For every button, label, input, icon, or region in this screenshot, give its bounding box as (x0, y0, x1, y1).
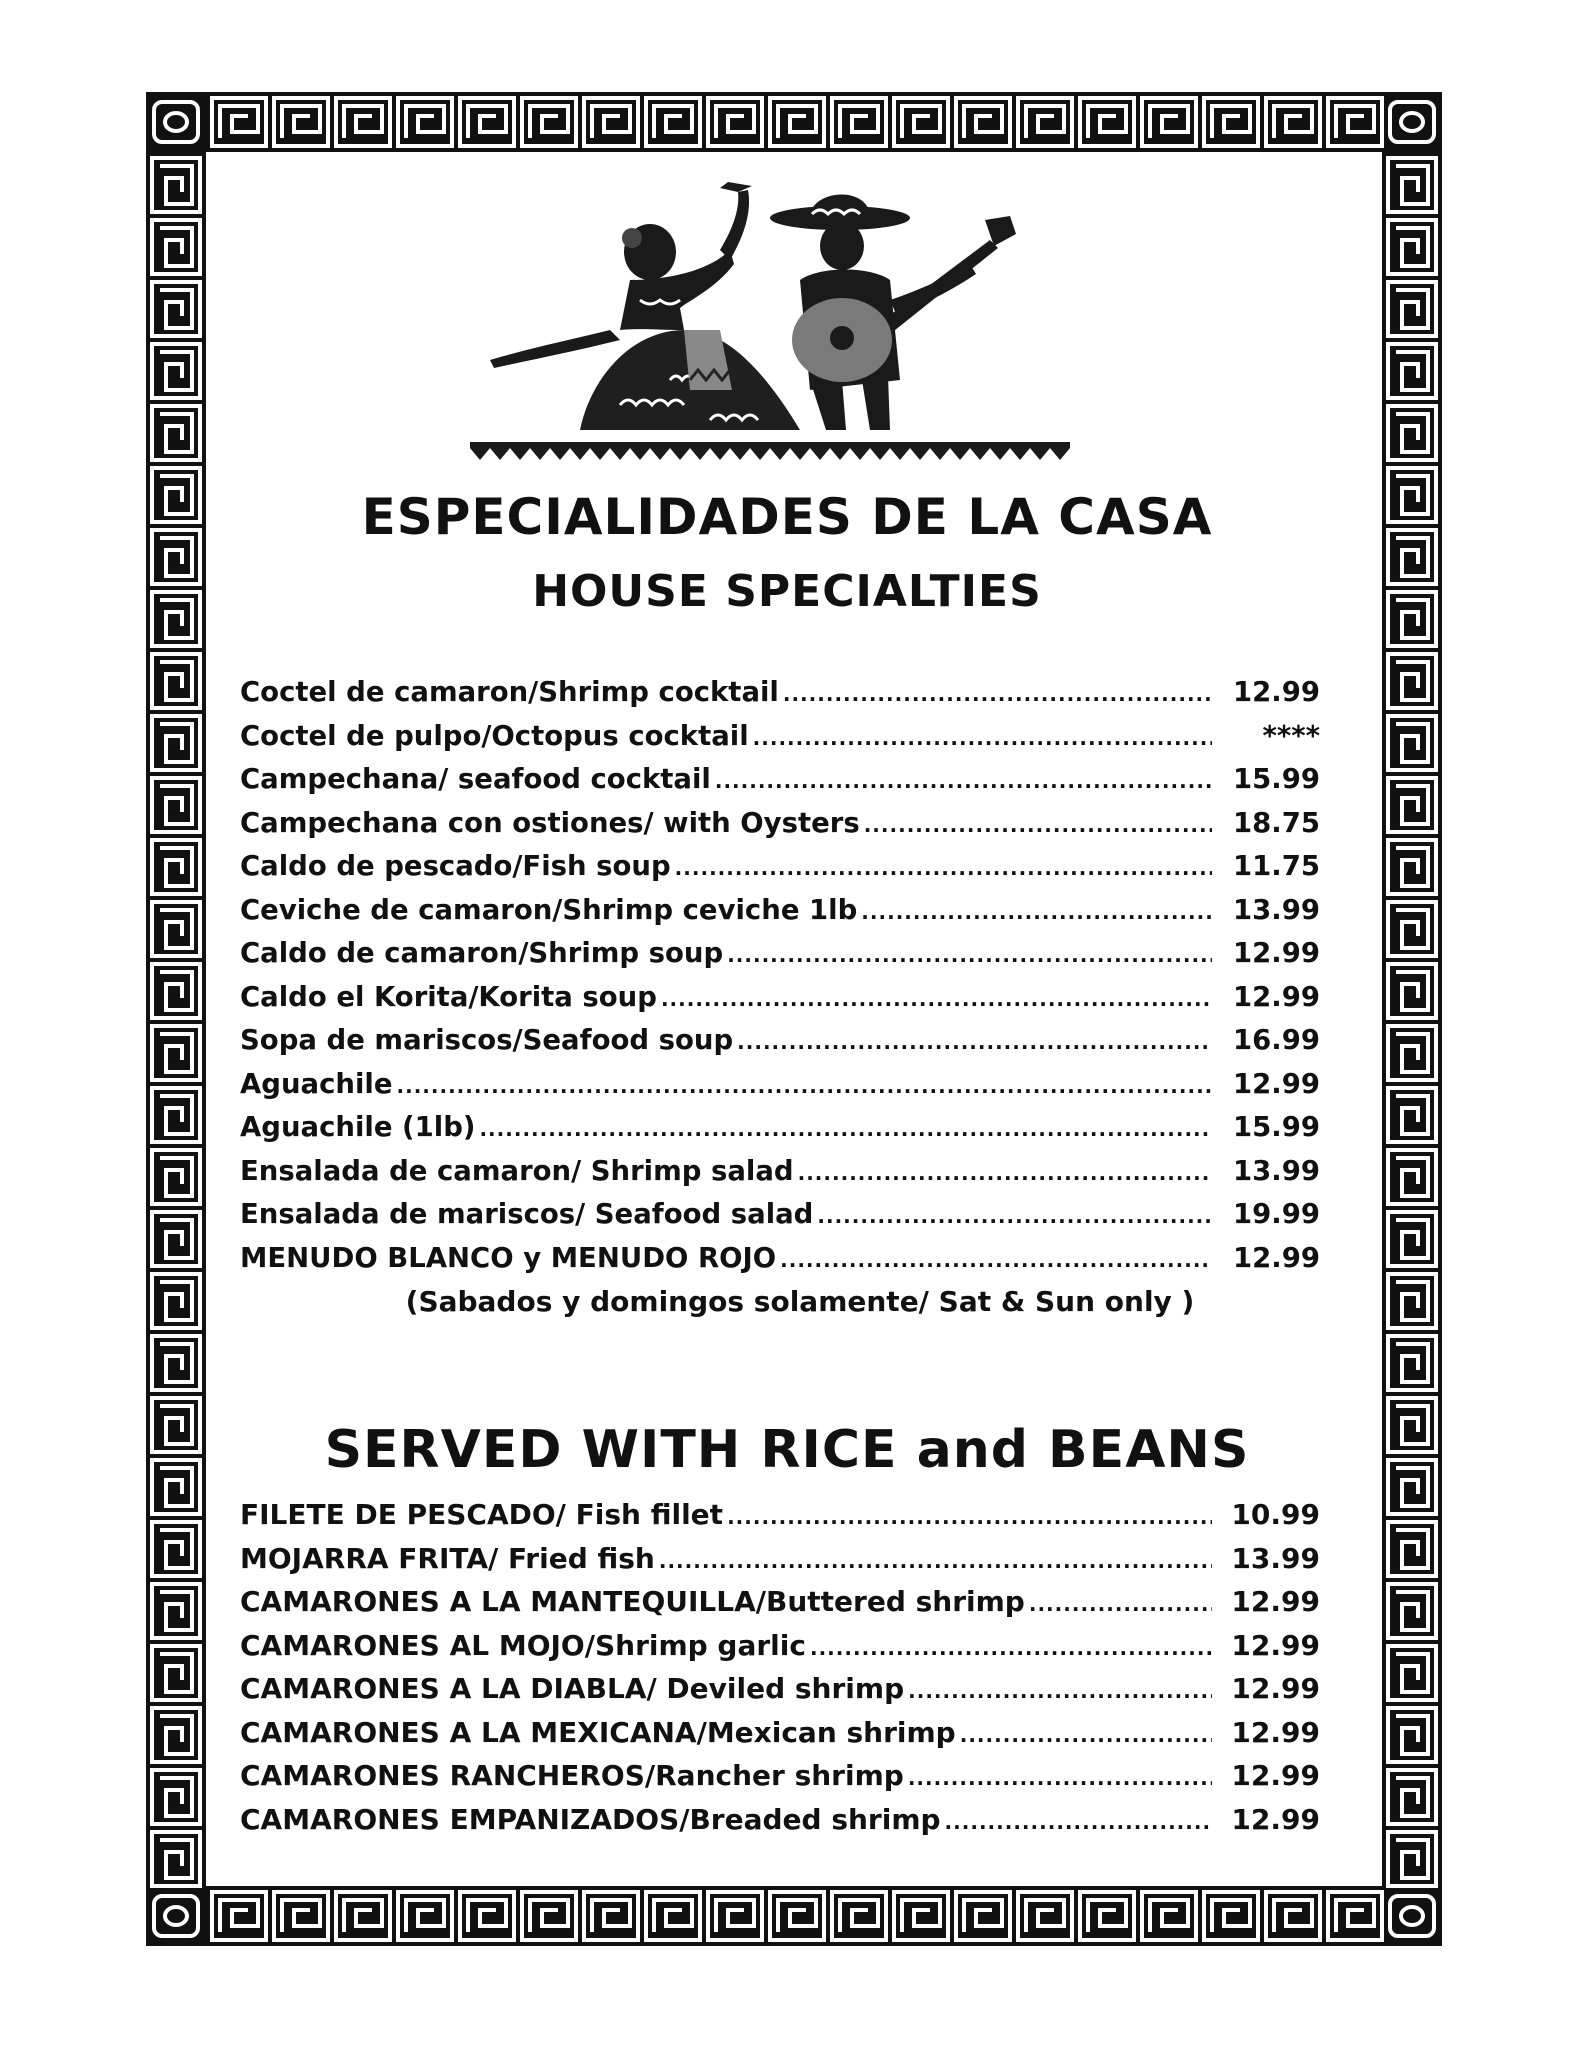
menu-item-name: Aguachile (240, 1067, 393, 1100)
menu-item (240, 676, 1320, 720)
menu-item-name: Caldo de pescado/Fish soup (240, 850, 671, 882)
dot-leader (479, 1117, 1212, 1141)
menu-item (240, 1542, 1320, 1586)
menu-item-name: Ensalada de mariscos/ Seafood salad (240, 1198, 814, 1230)
menu-item (240, 850, 1320, 894)
menu-item (240, 1629, 1320, 1673)
menu-item-name: Aguachile (1lb) (240, 1111, 476, 1143)
menu-item (240, 937, 1320, 981)
menu-item-price: 18.75 (1233, 806, 1320, 839)
menu-item-price: 13.99 (1231, 1541, 1320, 1575)
menu-item-price: 15.99 (1233, 1111, 1320, 1143)
menu-item-name: CAMARONES RANCHEROS/Rancher shrimp (240, 1759, 904, 1792)
menu-item (240, 1111, 1320, 1155)
menu-item (240, 720, 1320, 764)
dot-leader (798, 1161, 1212, 1185)
menu-item (240, 1759, 1320, 1803)
menu-item-price: 16.99 (1233, 1024, 1320, 1056)
dot-leader (715, 769, 1212, 793)
dot-leader (659, 1549, 1212, 1573)
menu-item-price: 12.99 (1231, 1802, 1320, 1836)
menu-item-price: 11.75 (1233, 850, 1320, 882)
menu-item (240, 807, 1320, 851)
dot-leader (864, 813, 1212, 837)
menu-item (240, 1716, 1320, 1760)
menu-item-name: Campechana/ seafood cocktail (240, 763, 711, 795)
menu-item-price: 12.99 (1233, 1241, 1320, 1274)
menu-item-price: 12.99 (1231, 1715, 1320, 1749)
menu-item-name: MENUDO BLANCO y MENUDO ROJO (240, 1241, 777, 1274)
menu-item-name: Caldo el Korita/Korita soup (240, 980, 657, 1013)
menu-item (240, 763, 1320, 807)
dot-leader (780, 1248, 1212, 1272)
dot-leader (960, 1723, 1212, 1747)
menu-item (240, 1585, 1320, 1629)
dot-leader (753, 726, 1212, 750)
menu-item-price: 12.99 (1233, 1067, 1320, 1100)
dot-leader (908, 1766, 1212, 1790)
menu-item-price: 12.99 (1231, 1672, 1320, 1705)
menu-item-name: Ceviche de camaron/Shrimp ceviche 1lb (240, 893, 858, 926)
menu-item (240, 981, 1320, 1025)
menu-item-name: Coctel de pulpo/Octopus cocktail (240, 719, 749, 752)
section-rice-beans-title: SERVED WITH RICE and BEANS (324, 1420, 1250, 1480)
menu-item-price: 19.99 (1233, 1198, 1320, 1230)
dot-leader (810, 1636, 1212, 1660)
menu-item (240, 1498, 1320, 1542)
dot-leader (737, 1030, 1212, 1054)
rice-beans-list (240, 1498, 1320, 1846)
dot-leader (908, 1679, 1212, 1703)
menudo-note: (Sabados y domingos solamente/ Sat & Sun only ) (405, 1285, 1195, 1318)
menu-item-price: **** (1262, 719, 1320, 752)
dot-leader (1029, 1592, 1212, 1616)
menu-item-name: Ensalada de camaron/ Shrimp salad (240, 1154, 794, 1187)
menu-item-name: CAMARONES AL MOJO/Shrimp garlic (240, 1628, 806, 1662)
menu-item-name: MOJARRA FRITA/ Fried fish (240, 1541, 655, 1575)
menu-item-price: 13.99 (1233, 1154, 1320, 1187)
menu-item-name: FILETE DE PESCADO/ Fish fillet (240, 1498, 724, 1531)
menu-item (240, 1155, 1320, 1199)
menu-item-name: CAMARONES A LA MANTEQUILLA/Buttered shrimp (240, 1585, 1025, 1618)
mexican-dancers-guitarist-icon (470, 180, 1070, 460)
menu-item-price: 12.99 (1231, 1628, 1320, 1662)
menu-item (240, 1803, 1320, 1847)
dot-leader (727, 943, 1212, 967)
dot-leader (817, 1204, 1212, 1228)
menu-item-price: 12.99 (1233, 937, 1320, 969)
menu-item-price: 13.99 (1233, 893, 1320, 926)
title-spanish: ESPECIALIDADES DE LA CASA (361, 488, 1213, 546)
menu-item-name: Campechana con ostiones/ with Oysters (240, 806, 860, 839)
menu-item-name: CAMARONES A LA DIABLA/ Deviled shrimp (240, 1672, 905, 1705)
menu-item (240, 894, 1320, 938)
menu-item-price: 12.99 (1231, 1585, 1320, 1618)
dot-leader (861, 900, 1212, 924)
dot-leader (783, 682, 1212, 706)
menu-item-name: Coctel de camaron/Shrimp cocktail (240, 676, 779, 708)
menu-item-price: 15.99 (1233, 763, 1320, 795)
dot-leader (397, 1074, 1213, 1098)
specialties-list (240, 676, 1320, 1329)
menu-item (240, 1198, 1320, 1242)
menu-item (240, 1024, 1320, 1068)
dot-leader (675, 856, 1212, 880)
menu-item-price: 10.99 (1231, 1498, 1320, 1531)
menu-item-price: 12.99 (1231, 1759, 1320, 1792)
dot-leader (661, 987, 1212, 1011)
dot-leader (727, 1505, 1212, 1529)
menu-item (240, 1672, 1320, 1716)
menu-item-name: Caldo de camaron/Shrimp soup (240, 937, 724, 969)
dot-leader (945, 1810, 1212, 1834)
menu-item-name: Sopa de mariscos/Seafood soup (240, 1024, 734, 1056)
title-english: HOUSE SPECIALTIES (532, 566, 1042, 617)
menu-item-name: CAMARONES EMPANIZADOS/Breaded shrimp (240, 1802, 941, 1836)
menu-item (240, 1242, 1320, 1286)
menu-item-name: CAMARONES A LA MEXICANA/Mexican shrimp (240, 1715, 956, 1749)
menu-item-price: 12.99 (1233, 676, 1320, 708)
menu-item (240, 1068, 1320, 1112)
menu-item-price: 12.99 (1233, 980, 1320, 1013)
